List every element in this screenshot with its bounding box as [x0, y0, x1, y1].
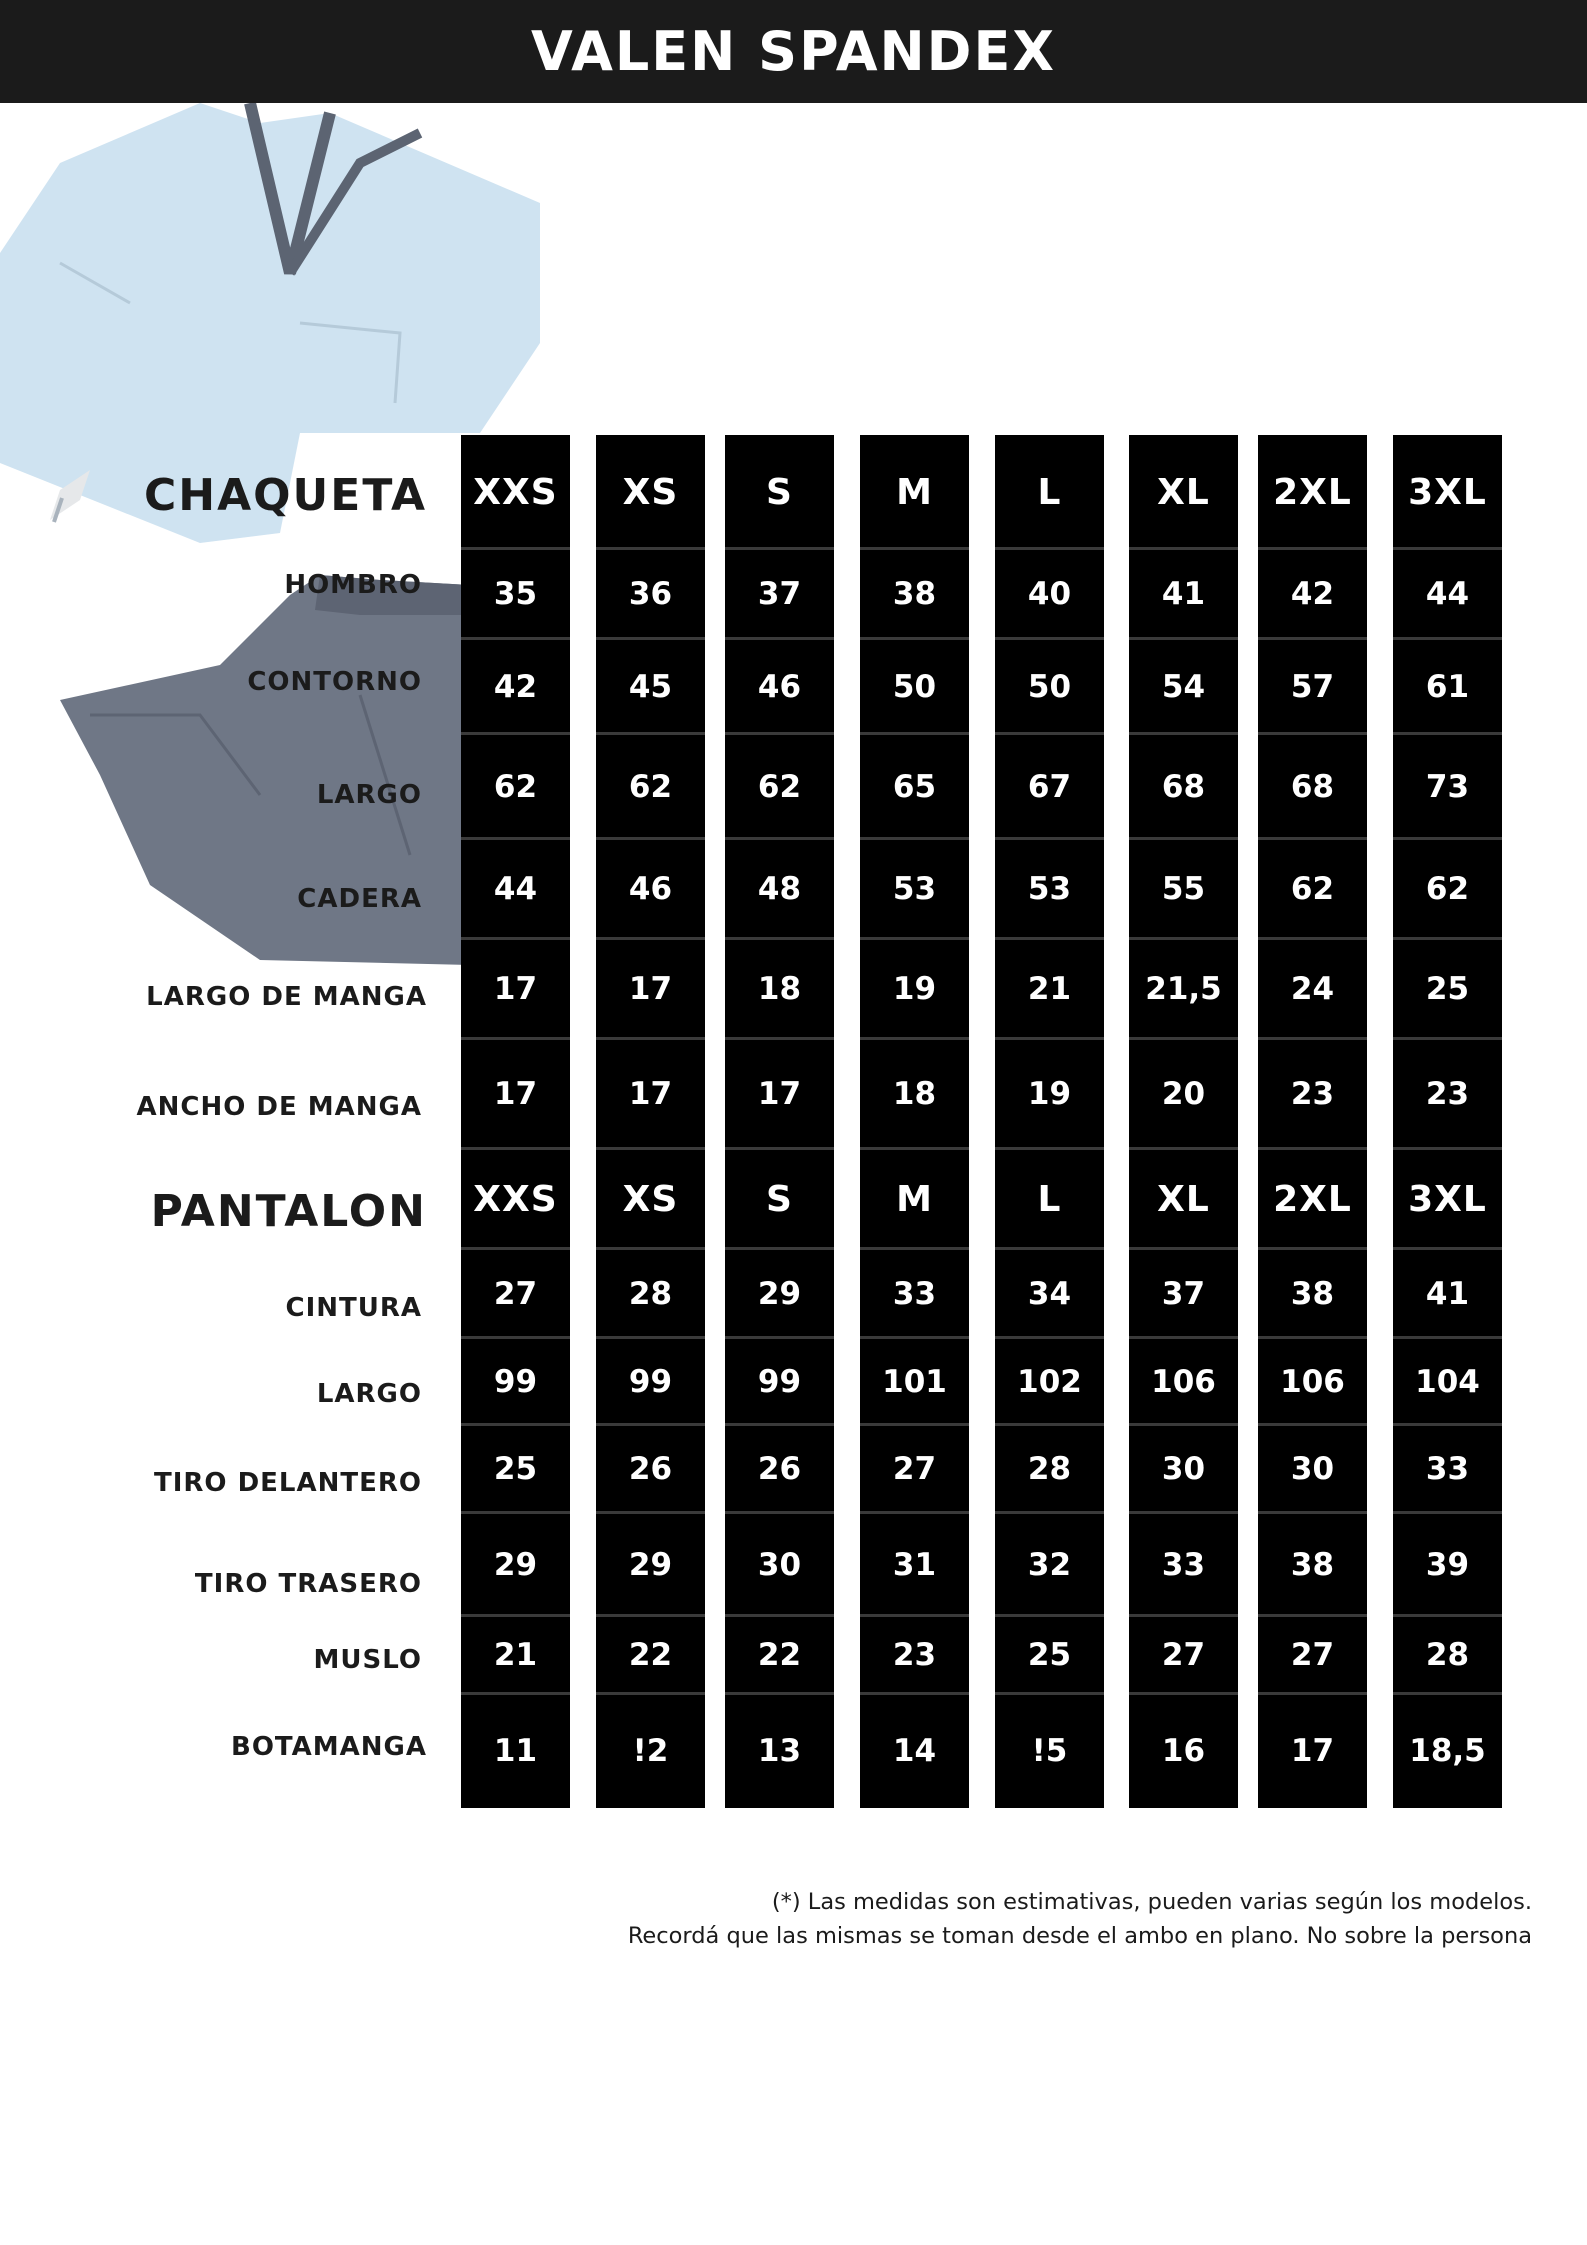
pants-cell: 39 — [1425, 1546, 1470, 1583]
row-divider — [1393, 1614, 1502, 1617]
pants-cell: 28 — [1027, 1451, 1072, 1487]
row-divider — [596, 1247, 705, 1250]
row-divider — [1129, 1692, 1238, 1695]
row-divider — [461, 1614, 570, 1617]
jacket-cell: 17 — [493, 971, 538, 1007]
pants-size-header: S — [766, 1178, 793, 1220]
jacket-cell: 73 — [1425, 768, 1470, 805]
jacket-cell: 62 — [757, 768, 802, 805]
jacket-cell: 44 — [493, 871, 538, 907]
jacket-cell: 44 — [1425, 576, 1470, 612]
jacket-cell: 23 — [1425, 1076, 1470, 1112]
jacket-size-header: XL — [1157, 471, 1210, 513]
jacket-cell: 35 — [493, 576, 538, 612]
jacket-cell: 50 — [1027, 668, 1072, 705]
row-divider — [860, 547, 969, 550]
jacket-size-header: L — [1037, 471, 1062, 513]
pants-cell: 27 — [1290, 1637, 1335, 1673]
row-divider — [596, 1037, 705, 1040]
jacket-cell: 36 — [628, 576, 673, 612]
row-divider — [461, 732, 570, 735]
row-divider — [1258, 1423, 1367, 1426]
pants-cell: 34 — [1027, 1275, 1072, 1312]
row-divider — [1129, 1423, 1238, 1426]
jacket-cell: 62 — [1290, 871, 1335, 907]
row-divider — [725, 1511, 834, 1514]
footnote-line-2: Recordá que las mismas se toman desde el ambo en plano. No sobre la persona — [627, 1923, 1532, 1949]
size-column-2xl — [1258, 435, 1367, 1808]
row-divider — [995, 1614, 1104, 1617]
pants-cell: 27 — [1161, 1637, 1206, 1673]
row-divider — [1393, 1692, 1502, 1695]
row-divider — [860, 1614, 969, 1617]
pants-size-header: 3XL — [1408, 1178, 1487, 1220]
row-divider — [1258, 937, 1367, 940]
row-divider — [860, 937, 969, 940]
pants-section-title: PANTALON — [150, 1186, 427, 1237]
jacket-cell: 68 — [1161, 768, 1206, 805]
size-column-l — [995, 435, 1104, 1808]
pants-cell: 26 — [757, 1451, 802, 1487]
pants-cell: 11 — [493, 1733, 538, 1769]
pants-cell: 25 — [493, 1451, 538, 1487]
jacket-cell: 67 — [1027, 768, 1072, 805]
row-divider — [461, 1147, 570, 1150]
pants-cell: 28 — [628, 1275, 673, 1312]
row-divider — [596, 1511, 705, 1514]
row-divider — [461, 1511, 570, 1514]
jacket-cell: 19 — [1027, 1076, 1072, 1112]
row-label: LARGO DE MANGA — [146, 982, 427, 1012]
pants-size-header: L — [1037, 1178, 1062, 1220]
jacket-size-header: S — [766, 471, 793, 513]
jacket-detail-photo — [40, 460, 100, 530]
row-divider — [995, 1423, 1104, 1426]
pants-cell: 101 — [882, 1363, 947, 1400]
row-divider — [461, 1692, 570, 1695]
jacket-size-header: 3XL — [1408, 471, 1487, 513]
row-divider — [995, 1037, 1104, 1040]
pants-size-header: XXS — [473, 1178, 558, 1220]
row-divider — [725, 1423, 834, 1426]
row-divider — [461, 1247, 570, 1250]
pants-cell: 22 — [628, 1637, 673, 1673]
pants-cell: 31 — [892, 1546, 937, 1583]
jacket-cell: 40 — [1027, 576, 1072, 612]
pants-cell: 38 — [1290, 1275, 1335, 1312]
jacket-cell: 19 — [892, 971, 937, 1007]
row-divider — [995, 937, 1104, 940]
row-divider — [725, 1247, 834, 1250]
pants-size-header: XL — [1157, 1178, 1210, 1220]
pants-cell: 23 — [892, 1637, 937, 1673]
pants-cell: 18,5 — [1409, 1733, 1486, 1769]
row-divider — [1258, 1247, 1367, 1250]
row-divider — [1393, 1423, 1502, 1426]
jacket-cell: 41 — [1161, 576, 1206, 612]
jacket-cell: 53 — [892, 871, 937, 907]
pants-cell: 102 — [1017, 1363, 1082, 1400]
row-divider — [725, 1147, 834, 1150]
row-divider — [1129, 1037, 1238, 1040]
pants-size-header: XS — [622, 1178, 679, 1220]
jacket-cell: 42 — [493, 668, 538, 705]
row-divider — [725, 1336, 834, 1339]
pants-cell: 30 — [1290, 1451, 1335, 1487]
row-divider — [1129, 937, 1238, 940]
row-divider — [1258, 1511, 1367, 1514]
row-divider — [596, 1147, 705, 1150]
row-divider — [1129, 837, 1238, 840]
jacket-cell: 23 — [1290, 1076, 1335, 1112]
row-divider — [995, 837, 1104, 840]
size-column-s — [725, 435, 834, 1808]
jacket-cell: 61 — [1425, 668, 1470, 705]
row-divider — [995, 1692, 1104, 1695]
row-divider — [596, 637, 705, 640]
pants-cell: 29 — [757, 1275, 802, 1312]
row-divider — [461, 1423, 570, 1426]
row-label: HOMBRO — [284, 570, 422, 600]
row-divider — [1258, 1336, 1367, 1339]
row-divider — [995, 732, 1104, 735]
pants-cell: 29 — [493, 1546, 538, 1583]
pants-cell: 106 — [1280, 1363, 1345, 1400]
row-divider — [860, 837, 969, 840]
pants-cell: 32 — [1027, 1546, 1072, 1583]
row-divider — [1393, 837, 1502, 840]
pants-cell: !5 — [1031, 1733, 1068, 1769]
pants-cell: 99 — [757, 1363, 802, 1400]
row-label: CADERA — [297, 884, 422, 914]
row-divider — [596, 732, 705, 735]
pants-cell: 99 — [628, 1363, 673, 1400]
pants-cell: 106 — [1151, 1363, 1216, 1400]
row-divider — [596, 547, 705, 550]
pants-cell: 38 — [1290, 1546, 1335, 1583]
row-divider — [725, 637, 834, 640]
row-divider — [860, 1147, 969, 1150]
jacket-cell: 62 — [1425, 871, 1470, 907]
row-divider — [995, 1336, 1104, 1339]
jacket-cell: 17 — [757, 1076, 802, 1112]
pants-cell: 33 — [1425, 1451, 1470, 1487]
pants-cell: 27 — [892, 1451, 937, 1487]
jacket-cell: 18 — [892, 1076, 937, 1112]
jacket-cell: 55 — [1161, 871, 1206, 907]
jacket-cell: 21 — [1027, 971, 1072, 1007]
pants-cell: 37 — [1161, 1275, 1206, 1312]
row-divider — [860, 1336, 969, 1339]
row-divider — [461, 1336, 570, 1339]
pants-cell: 21 — [493, 1637, 538, 1673]
row-divider — [1129, 547, 1238, 550]
row-divider — [725, 732, 834, 735]
row-divider — [860, 1511, 969, 1514]
row-divider — [1258, 1614, 1367, 1617]
pants-cell: 22 — [757, 1637, 802, 1673]
row-divider — [1129, 1147, 1238, 1150]
size-column-3xl — [1393, 435, 1502, 1808]
row-label: CINTURA — [285, 1293, 422, 1323]
size-column-m — [860, 435, 969, 1808]
row-divider — [1258, 1037, 1367, 1040]
row-divider — [1258, 1692, 1367, 1695]
jacket-cell: 48 — [757, 871, 802, 907]
row-label: MUSLO — [313, 1645, 422, 1675]
pants-cell: 41 — [1425, 1275, 1470, 1312]
jacket-cell: 25 — [1425, 971, 1470, 1007]
jacket-size-header: 2XL — [1273, 471, 1352, 513]
row-divider — [1258, 837, 1367, 840]
row-divider — [860, 732, 969, 735]
row-divider — [1258, 547, 1367, 550]
row-divider — [596, 1614, 705, 1617]
row-divider — [461, 637, 570, 640]
jacket-size-header: XS — [622, 471, 679, 513]
jacket-cell: 62 — [628, 768, 673, 805]
row-divider — [860, 1423, 969, 1426]
row-divider — [860, 637, 969, 640]
pants-cell: 104 — [1415, 1363, 1480, 1400]
pants-size-header: 2XL — [1273, 1178, 1352, 1220]
row-label: CONTORNO — [247, 667, 422, 697]
row-label: ANCHO DE MANGA — [136, 1092, 422, 1122]
pants-cell: 99 — [493, 1363, 538, 1400]
jacket-size-header: XXS — [473, 471, 558, 513]
row-divider — [596, 1692, 705, 1695]
pants-cell: 33 — [1161, 1546, 1206, 1583]
pants-cell: 28 — [1425, 1637, 1470, 1673]
jacket-cell: 37 — [757, 576, 802, 612]
jacket-cell: 68 — [1290, 768, 1335, 805]
pants-cell: 30 — [1161, 1451, 1206, 1487]
row-divider — [1129, 732, 1238, 735]
jacket-cell: 17 — [628, 971, 673, 1007]
jacket-cell: 53 — [1027, 871, 1072, 907]
jacket-cell: 46 — [628, 871, 673, 907]
row-label: LARGO — [316, 1379, 422, 1409]
row-divider — [995, 1247, 1104, 1250]
footnote-line-1: (*) Las medidas son estimativas, pueden varias según los modelos. — [771, 1889, 1532, 1915]
jacket-size-header: M — [896, 471, 933, 513]
row-divider — [860, 1247, 969, 1250]
jacket-cell: 57 — [1290, 668, 1335, 705]
row-divider — [725, 837, 834, 840]
row-divider — [1393, 1147, 1502, 1150]
row-divider — [461, 547, 570, 550]
row-divider — [596, 937, 705, 940]
row-divider — [1393, 1511, 1502, 1514]
jacket-cell: 18 — [757, 971, 802, 1007]
jacket-cell: 65 — [892, 768, 937, 805]
row-divider — [1258, 637, 1367, 640]
pants-cell: 14 — [892, 1733, 937, 1769]
pants-cell: 29 — [628, 1546, 673, 1583]
row-divider — [1258, 732, 1367, 735]
row-divider — [1129, 637, 1238, 640]
jacket-cell: 42 — [1290, 576, 1335, 612]
row-label: TIRO TRASERO — [194, 1569, 422, 1599]
pants-cell: 30 — [757, 1546, 802, 1583]
footnote — [628, 1885, 1532, 1953]
row-divider — [1129, 1511, 1238, 1514]
row-divider — [1393, 732, 1502, 735]
row-divider — [461, 1037, 570, 1040]
brand-title: VALEN SPANDEX — [530, 20, 1057, 83]
jacket-cell: 17 — [628, 1076, 673, 1112]
jacket-cell: 54 — [1161, 668, 1206, 705]
pants-cell: 17 — [1290, 1733, 1335, 1769]
row-divider — [725, 937, 834, 940]
row-divider — [1393, 1037, 1502, 1040]
row-divider — [725, 1692, 834, 1695]
row-label: TIRO DELANTERO — [154, 1468, 422, 1498]
row-label: BOTAMANGA — [231, 1732, 427, 1762]
row-divider — [995, 1511, 1104, 1514]
row-divider — [596, 837, 705, 840]
row-divider — [1129, 1247, 1238, 1250]
pants-cell: 26 — [628, 1451, 673, 1487]
pants-cell: 13 — [757, 1733, 802, 1769]
row-divider — [725, 547, 834, 550]
jacket-cell: 46 — [757, 668, 802, 705]
jacket-cell: 62 — [493, 768, 538, 805]
pants-cell: 33 — [892, 1275, 937, 1312]
row-divider — [1129, 1614, 1238, 1617]
row-divider — [995, 547, 1104, 550]
pants-cell: 27 — [493, 1275, 538, 1312]
row-divider — [1129, 1336, 1238, 1339]
pants-size-header: M — [896, 1178, 933, 1220]
row-divider — [860, 1692, 969, 1695]
row-divider — [1393, 937, 1502, 940]
pants-cell: 25 — [1027, 1637, 1072, 1673]
size-column-xl — [1129, 435, 1238, 1808]
row-divider — [461, 937, 570, 940]
pants-cell: !2 — [632, 1733, 669, 1769]
jacket-cell: 50 — [892, 668, 937, 705]
row-divider — [596, 1423, 705, 1426]
row-divider — [596, 1336, 705, 1339]
row-divider — [1393, 1247, 1502, 1250]
row-divider — [725, 1037, 834, 1040]
row-divider — [995, 1147, 1104, 1150]
row-divider — [1258, 1147, 1367, 1150]
size-column-xxs — [461, 435, 570, 1808]
row-label: LARGO — [316, 780, 422, 810]
row-divider — [1393, 637, 1502, 640]
row-divider — [461, 837, 570, 840]
jacket-cell: 45 — [628, 668, 673, 705]
jacket-cell: 24 — [1290, 971, 1335, 1007]
jacket-cell: 17 — [493, 1076, 538, 1112]
row-divider — [1393, 547, 1502, 550]
size-column-xs — [596, 435, 705, 1808]
row-divider — [725, 1614, 834, 1617]
jacket-cell: 20 — [1161, 1076, 1206, 1112]
row-divider — [860, 1037, 969, 1040]
page-header — [0, 0, 1587, 103]
pants-cell: 16 — [1161, 1733, 1206, 1769]
jacket-cell: 38 — [892, 576, 937, 612]
jacket-cell: 21,5 — [1145, 971, 1222, 1007]
row-divider — [995, 637, 1104, 640]
row-divider — [1393, 1336, 1502, 1339]
jacket-section-title: CHAQUETA — [143, 470, 427, 521]
